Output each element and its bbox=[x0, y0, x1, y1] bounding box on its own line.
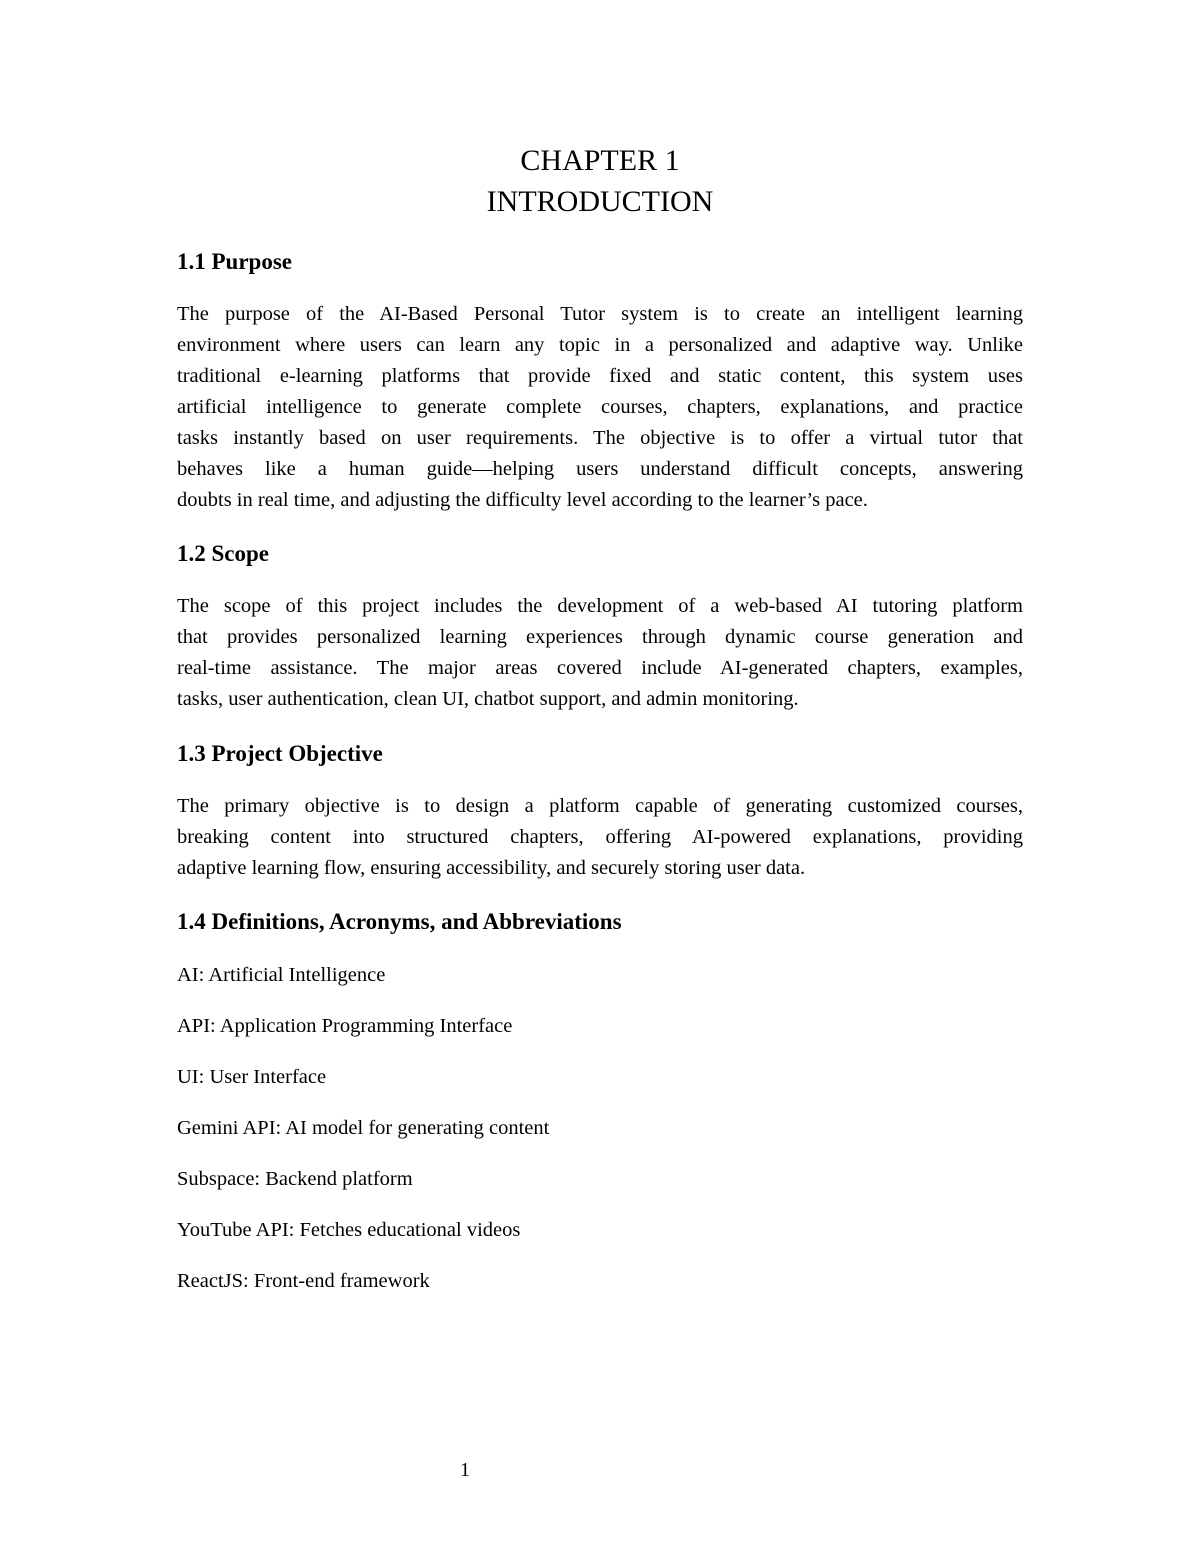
definition-item: Subspace: Backend platform bbox=[177, 1168, 413, 1190]
scope-paragraph bbox=[177, 591, 1023, 715]
paragraph-line: breaking content into structured chapters, offering AI-powered explanations, providing bbox=[177, 826, 1023, 848]
definition-item: UI: User Interface bbox=[177, 1066, 327, 1088]
section-heading-scope: 1.2 Scope bbox=[177, 541, 269, 566]
definition-item: API: Application Programming Interface bbox=[177, 1015, 513, 1037]
chapter-title: INTRODUCTION bbox=[486, 185, 714, 218]
objective-paragraph bbox=[177, 791, 1023, 884]
section-heading-project-objective: 1.3 Project Objective bbox=[177, 741, 383, 766]
paragraph-line: tasks instantly based on user requirements. The objective is to offer a virtual tutor that bbox=[177, 427, 1023, 449]
paragraph-line: The scope of this project includes the development of a web-based AI tutoring platform bbox=[177, 595, 1023, 617]
paragraph-line: traditional e-learning platforms that provide fixed and static content, this system uses bbox=[177, 365, 1023, 387]
chapter-number: CHAPTER 1 bbox=[520, 144, 680, 177]
section-heading-definitions: 1.4 Definitions, Acronyms, and Abbreviations bbox=[177, 909, 622, 934]
paragraph-line: doubts in real time, and adjusting the difficulty level according to the learner’s pace. bbox=[177, 489, 868, 511]
definition-item: AI: Artificial Intelligence bbox=[177, 964, 386, 986]
purpose-paragraph bbox=[177, 299, 1023, 516]
section-heading-purpose: 1.1 Purpose bbox=[177, 249, 292, 274]
paragraph-line: behaves like a human guide—helping users understand difficult concepts, answering bbox=[177, 458, 1023, 480]
paragraph-line: environment where users can learn any topic in a personalized and adaptive way. Unlike bbox=[177, 334, 1023, 356]
paragraph-line: tasks, user authentication, clean UI, chatbot support, and admin monitoring. bbox=[177, 688, 799, 710]
definition-item: ReactJS: Front-end framework bbox=[177, 1270, 430, 1292]
paragraph-line: adaptive learning flow, ensuring accessibility, and securely storing user data. bbox=[177, 857, 806, 879]
page-number: 1 bbox=[460, 1459, 470, 1481]
paragraph-line: that provides personalized learning experiences through dynamic course generation and bbox=[177, 626, 1023, 648]
paragraph-line: real-time assistance. The major areas covered include AI-generated chapters, examples, bbox=[177, 657, 1023, 679]
definition-item: YouTube API: Fetches educational videos bbox=[177, 1219, 521, 1241]
paragraph-line: The purpose of the AI-Based Personal Tutor system is to create an intelligent learning bbox=[177, 303, 1023, 325]
definition-item: Gemini API: AI model for generating content bbox=[177, 1117, 550, 1139]
paragraph-line: The primary objective is to design a platform capable of generating customized courses, bbox=[177, 795, 1023, 817]
paragraph-line: artificial intelligence to generate complete courses, chapters, explanations, and practice bbox=[177, 396, 1023, 418]
